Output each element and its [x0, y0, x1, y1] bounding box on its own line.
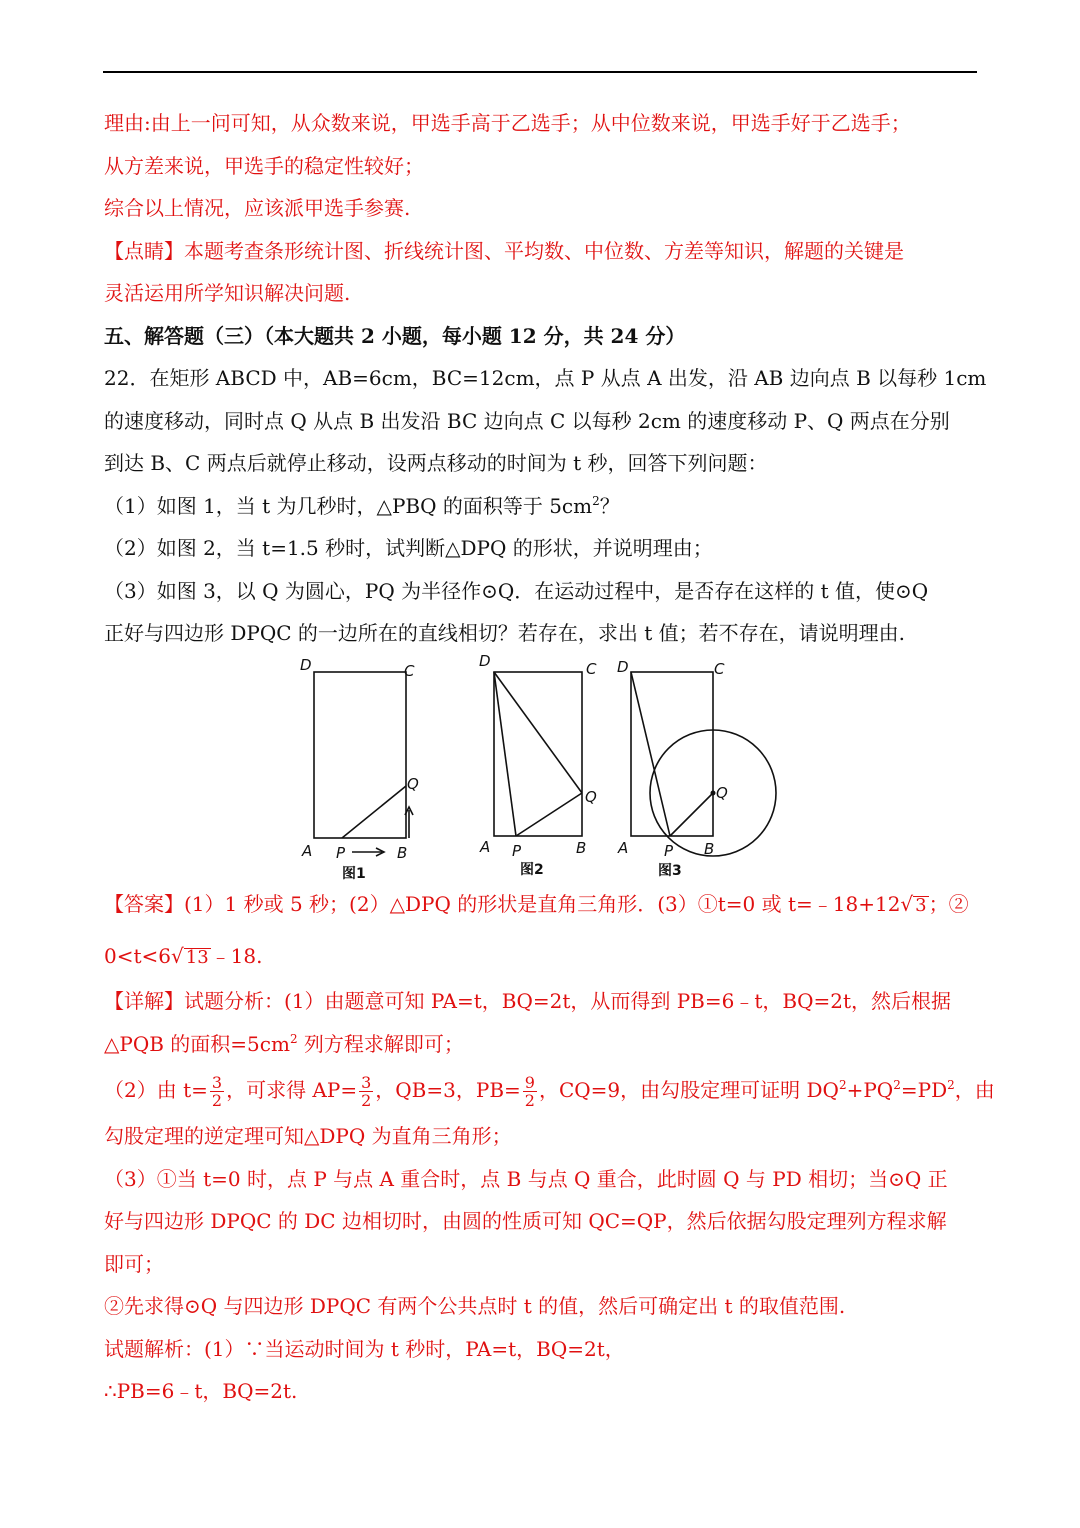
detail-3-mid1: ，可求得 AP=: [226, 1078, 358, 1102]
fig1-label-a: A: [302, 842, 313, 860]
answer-range-end: ﹣18.: [210, 944, 263, 968]
detail-section: [104, 980, 995, 1413]
fig1-label-q: Q: [407, 775, 419, 793]
detail-line-8: ②先求得⊙Q 与四边形 DPQC 有两个公共点时 t 的值，然后可确定出 t 的取值范围.: [104, 1294, 846, 1318]
fig1-label-p: P: [336, 844, 346, 862]
fig2-label-q: Q: [585, 788, 597, 806]
fig3-label-b: B: [704, 840, 715, 858]
sup-2: 2: [893, 1078, 901, 1092]
conclusion-line: 综合以上情况，应该派甲选手参赛.: [104, 196, 411, 220]
fig3-label-q: Q: [716, 784, 728, 802]
sqrt-3: √ 3: [900, 892, 927, 916]
sup-2: 2: [947, 1078, 955, 1092]
detail-line-2-end: 列方程求解即可；: [297, 1031, 464, 1056]
sqrt-3-radicand: 3: [915, 895, 927, 916]
fig1-rectangle: [314, 672, 406, 838]
fig2-label-c: C: [586, 660, 597, 678]
fig3-label-d: D: [617, 658, 629, 676]
frac-num: 3: [211, 1073, 223, 1092]
fig1-label-b: B: [397, 844, 408, 862]
fig2-label-d: D: [479, 652, 491, 670]
question-1-sup: 2: [592, 493, 600, 508]
detail-line-3: [104, 1065, 995, 1115]
fraction-3-2-b: [359, 1074, 373, 1109]
fig1-caption: 图1: [342, 866, 366, 882]
answer-line-2: [104, 930, 978, 982]
sqrt-13-radicand: 13: [185, 947, 209, 968]
fig2-label-a: A: [480, 838, 491, 856]
fig3-label-p: P: [664, 842, 674, 860]
detail-line-6: 好与四边形 DPQC 的 DC 边相切时，由圆的性质可知 QC=QP，然后依据勾股定理列方程求解: [104, 1209, 947, 1233]
detail-line-10: ∴PB=6﹣t，BQ=2t.: [104, 1379, 298, 1403]
figures-svg: [290, 652, 790, 882]
problem-line-2: 的速度移动，同时点 Q 从点 B 出发沿 BC 边向点 C 以每秒 2cm 的速度移动 P、Q 两点在分别: [104, 408, 950, 433]
detail-line-9: 试题解析：(1）∵当运动时间为 t 秒时，PA=t，BQ=2t，: [104, 1336, 625, 1361]
header-rule: [103, 71, 977, 73]
detail-3-end: ，由: [954, 1078, 995, 1102]
frac-den: 2: [211, 1091, 223, 1110]
fig1-label-d: D: [300, 656, 312, 674]
detail-line-2-sup: 2: [289, 1031, 298, 1046]
question-3-line-2: 正好与四边形 DPQC 的一边所在的直线相切？若存在，求出 t 值；若不存在，请说明理由.: [104, 621, 906, 645]
frac-den: 2: [361, 1091, 372, 1110]
question-1-end: ？: [599, 493, 620, 518]
question-3-line-1: （3）如图 3，以 Q 为圆心，PQ 为半径作⊙Q．在运动过程中，是否存在这样的 t 值，使⊙Q: [104, 578, 929, 603]
reason-line-1: 理由:由上一问可知，从众数来说，甲选手高于乙选手；从中位数来说，甲选手好于乙选手；: [104, 111, 911, 135]
document-content: [104, 102, 987, 655]
answer-range-start: 0<t<6: [104, 944, 172, 968]
detail-line-1: 【详解】试题分析：(1）由题意可知 PA=t，BQ=2t，从而得到 PB=6﹣t，BQ=2t，然后根据: [104, 989, 952, 1013]
detail-3-mid3: ，CQ=9，由勾股定理可证明 DQ: [538, 1078, 839, 1102]
sqrt-13: √ 13: [171, 944, 209, 968]
fig2-rectangle: [494, 672, 582, 836]
detail-line-5: （3）①当 t=0 时，点 P 与点 A 重合时，点 B 与点 Q 重合，此时圆 Q 与 PD 相切；当⊙Q 正: [104, 1166, 948, 1191]
fig3-caption: 图3: [658, 863, 682, 879]
detail-line-4: 勾股定理的逆定理可知△DPQ 为直角三角形；: [104, 1124, 512, 1148]
fraction-9-2: [523, 1074, 537, 1109]
detail-line-7: 即可；: [104, 1251, 164, 1276]
geometry-figures: [290, 652, 790, 882]
fig1-segment-pq: [342, 786, 406, 838]
fig2-label-b: B: [576, 839, 587, 857]
frac-num: 9: [524, 1073, 535, 1092]
fig2-caption: 图2: [520, 862, 544, 878]
detail-line-2: [104, 1023, 978, 1066]
fig2-label-p: P: [512, 842, 522, 860]
detail-3-mid4: +PQ: [846, 1078, 894, 1102]
reason-line-2: 从方差来说，甲选手的稳定性较好；: [104, 153, 424, 178]
answer-line-1: [104, 878, 978, 930]
answer-section: [104, 878, 978, 982]
fig2-segment-pq: [516, 793, 582, 836]
fig3-center-dot: [711, 791, 716, 796]
frac-den: 2: [524, 1091, 535, 1110]
fig3-segment-pq: [670, 793, 713, 836]
detail-3-mid2: ，QB=3，PB=: [375, 1078, 521, 1102]
detail-3-pre: （2）由 t=: [104, 1078, 208, 1102]
question-1: [104, 485, 978, 528]
section-heading: 五、解答题（三）（本大题共 2 小题，每小题 12 分，共 24 分）: [104, 323, 686, 348]
sup-2: 2: [838, 1078, 847, 1092]
fig3-label-a: A: [618, 839, 629, 857]
frac-num: 3: [361, 1073, 372, 1092]
fig3-label-c: C: [714, 660, 725, 678]
fraction-3-2-a: [210, 1074, 224, 1109]
comment-line-2: 灵活运用所学知识解决问题.: [104, 281, 351, 305]
comment-line-1: 【点睛】本题考查条形统计图、折线统计图、平均数、中位数、方差等知识，解题的关键是: [104, 238, 904, 263]
fig3-rectangle: [631, 672, 713, 836]
detail-line-2-text: △PQB 的面积=5cm: [104, 1031, 290, 1056]
question-1-text: （1）如图 1，当 t 为几秒时，△PBQ 的面积等于 5cm: [104, 493, 593, 518]
detail-3-mid5: =PD: [900, 1078, 948, 1102]
problem-line-1: 22．在矩形 ABCD 中，AB=6cm，BC=12cm，点 P 从点 A 出发，沿 AB 边向点 B 以每秒 1cm: [104, 366, 987, 390]
answer-text-2: ；②: [928, 892, 969, 916]
fig1-label-c: C: [404, 662, 415, 680]
question-2: （2）如图 2，当 t=1.5 秒时，试判断△DPQ 的形状，并说明理由；: [104, 536, 713, 560]
problem-line-3: 到达 B、C 两点后就停止移动，设两点移动的时间为 t 秒，回答下列问题：: [104, 451, 768, 475]
answer-text-1: 【答案】(1）1 秒或 5 秒；(2）△DPQ 的形状是直角三角形．(3）①t=0 或 t=﹣18+12: [104, 892, 901, 916]
